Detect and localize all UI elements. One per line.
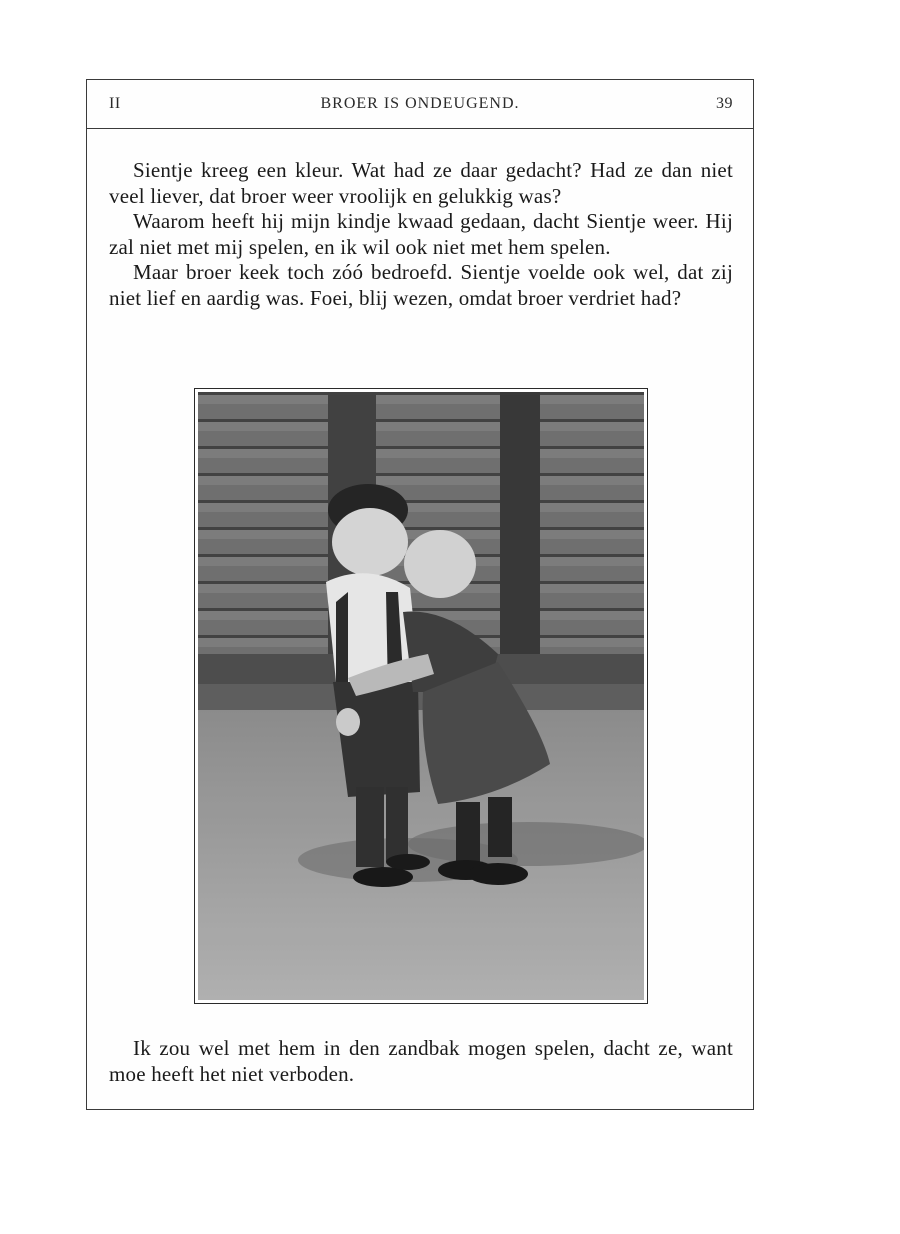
page-frame bbox=[86, 79, 754, 1110]
running-title: BROER IS ONDEUGEND. bbox=[320, 95, 520, 112]
paragraph: Ik zou wel met hem in den zandbak mogen spelen, dacht ze, want moe heeft het niet verboden. bbox=[109, 1036, 733, 1086]
body-text-bottom bbox=[109, 1036, 733, 1087]
paragraph: Sientje kreeg een kleur. Wat had ze daar gedacht? Had ze dan niet veel liever, dat broer weer vroolijk en gelukkig was? bbox=[109, 158, 733, 208]
page-number: 39 bbox=[716, 95, 733, 112]
chapter-number: II bbox=[109, 95, 121, 112]
paragraph: Maar broer keek toch zóó bedroefd. Sientje voelde ook wel, dat zij niet lief en aardig was. Foei, blij wezen, omdat broer verdriet had? bbox=[109, 260, 733, 310]
paragraph: Waarom heeft hij mijn kindje kwaad gedaan, dacht Sientje weer. Hij zal niet met mij spelen, en ik wil ook niet met hem spelen. bbox=[109, 209, 733, 259]
running-head bbox=[87, 80, 753, 129]
photograph-frame bbox=[194, 388, 648, 1004]
photograph-children-kissing bbox=[198, 392, 644, 1000]
body-text-top bbox=[109, 158, 733, 311]
